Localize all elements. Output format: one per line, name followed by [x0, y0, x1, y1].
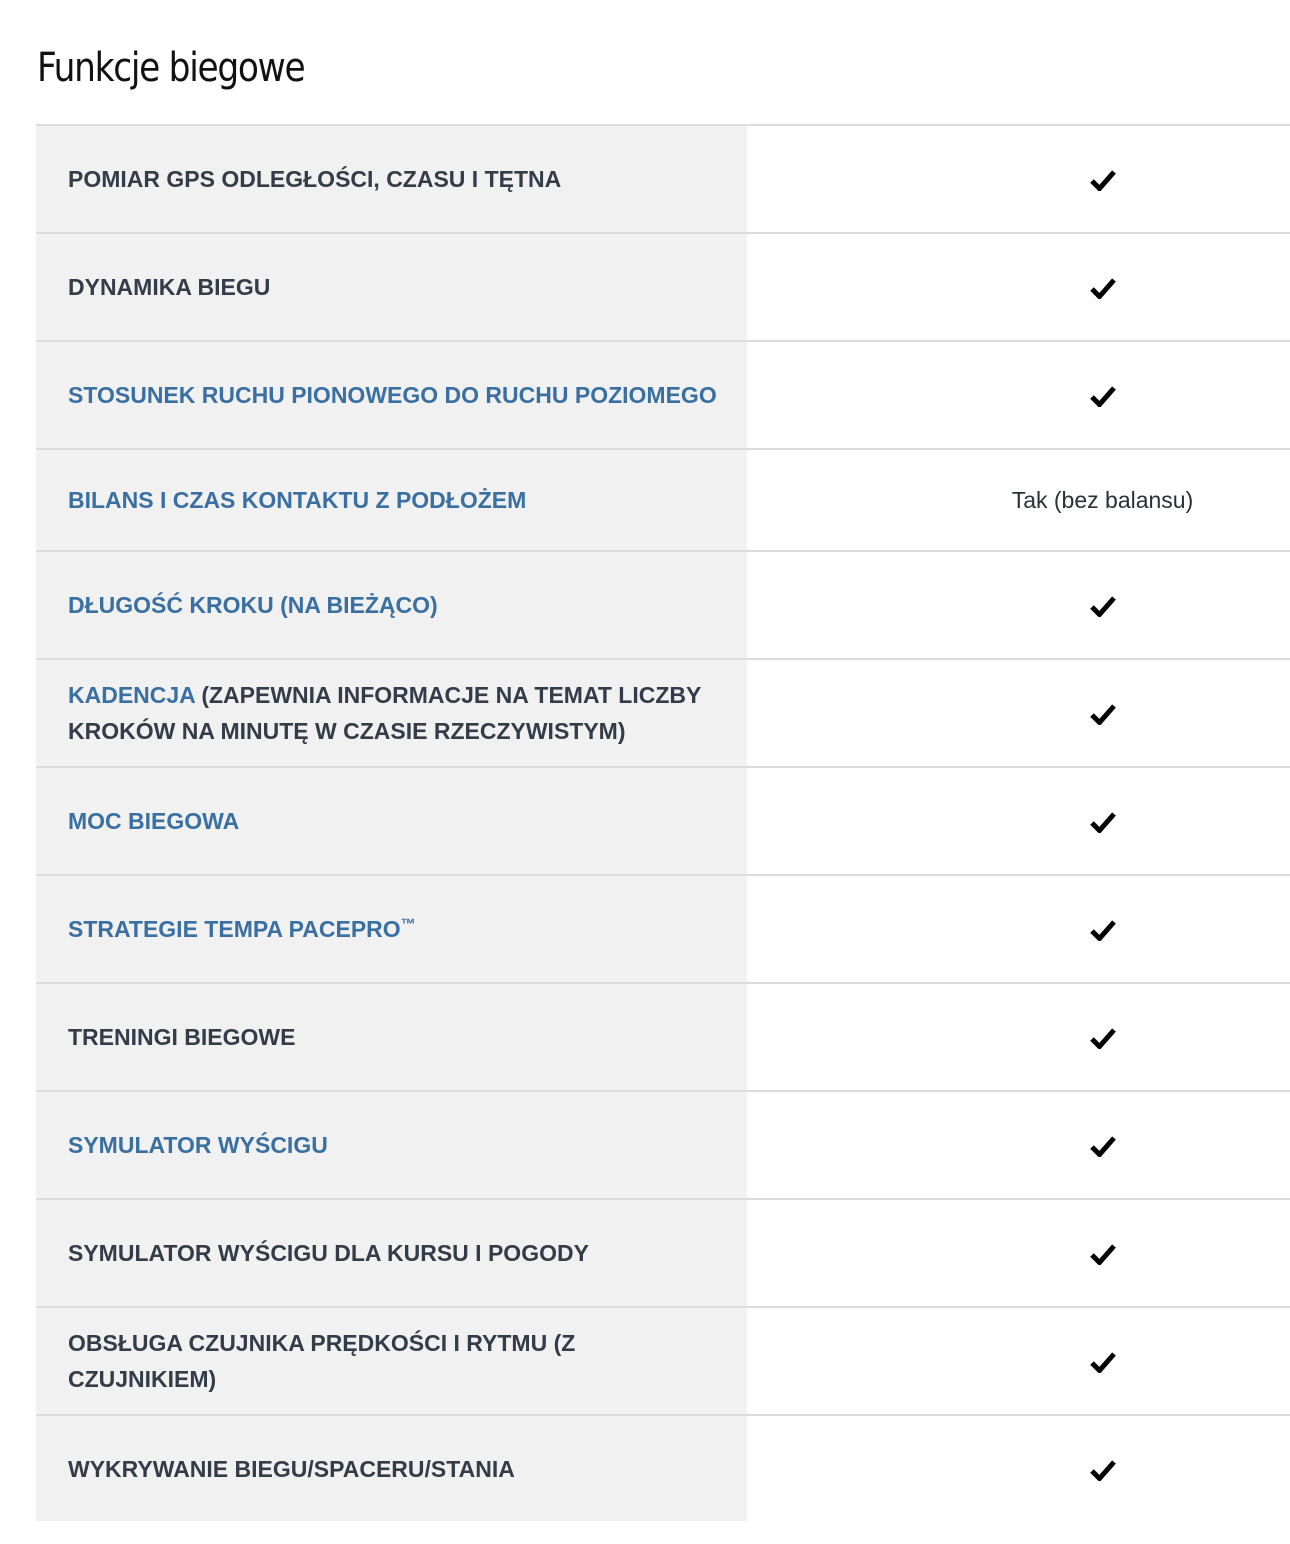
check-icon: [1090, 277, 1116, 299]
feature-link[interactable]: DŁUGOŚĆ KROKU (NA BIEŻĄCO): [68, 592, 438, 618]
feature-value: [747, 659, 1290, 767]
feature-label: [36, 341, 747, 449]
feature-label-text: WYKRYWANIE BIEGU/SPACERU/STANIA: [68, 1455, 515, 1482]
trademark-mark: ™: [400, 916, 416, 933]
feature-label-text: DYNAMIKA BIEGU: [68, 274, 271, 300]
feature-link[interactable]: SYMULATOR WYŚCIGU: [68, 1132, 328, 1158]
feature-link[interactable]: [68, 916, 416, 942]
table-row: [36, 1199, 1290, 1307]
table-row: [36, 551, 1290, 659]
table-row: [36, 449, 1290, 551]
feature-value: [747, 1307, 1290, 1415]
check-icon: [1090, 385, 1116, 407]
feature-link[interactable]: MOC BIEGOWA: [68, 808, 240, 834]
feature-value: [747, 1199, 1290, 1307]
check-icon: [1090, 1459, 1116, 1481]
check-icon: [1090, 1135, 1116, 1157]
feature-label: [36, 983, 747, 1091]
feature-value-text: Tak (bez balansu): [747, 449, 1290, 551]
check-icon: [1090, 811, 1116, 833]
table-row: [36, 983, 1290, 1091]
feature-value: [747, 1415, 1290, 1521]
check-icon: [1090, 919, 1116, 941]
table-row: [36, 233, 1290, 341]
feature-label: [36, 1415, 747, 1521]
feature-link[interactable]: KADENCJA: [68, 682, 195, 708]
feature-label: [36, 449, 747, 551]
check-icon: [1090, 1027, 1116, 1049]
table-row: [36, 1091, 1290, 1199]
table-row: [36, 659, 1290, 767]
feature-value: [747, 341, 1290, 449]
feature-label: [36, 1307, 747, 1415]
feature-label: [36, 233, 747, 341]
feature-value: [747, 983, 1290, 1091]
feature-value: [747, 1091, 1290, 1199]
check-icon: [1090, 1351, 1116, 1373]
feature-link[interactable]: STOSUNEK RUCHU PIONOWEGO DO RUCHU POZIOMEGO: [68, 382, 717, 408]
feature-label-text: OBSŁUGA CZUJNIKA PRĘDKOŚCI I RYTMU (Z CZUJNIKIEM): [68, 1330, 576, 1392]
check-icon: [1090, 703, 1116, 725]
feature-value: [747, 551, 1290, 659]
feature-label: [36, 1199, 747, 1307]
table-row: [36, 1415, 1290, 1521]
feature-label-text: (ZAPEWNIA INFORMACJE NA TEMAT LICZBY KROKÓW NA MINUTĘ W CZASIE RZECZYWISTYM): [68, 682, 701, 744]
feature-value: [747, 767, 1290, 875]
check-icon: [1090, 595, 1116, 617]
table-row: [36, 125, 1290, 233]
feature-label: [36, 767, 747, 875]
feature-link[interactable]: BILANS I CZAS KONTAKTU Z PODŁOŻEM: [68, 487, 527, 513]
running-features-table: [36, 124, 1290, 1521]
table-row: [36, 341, 1290, 449]
feature-label: [36, 1091, 747, 1199]
feature-value: [747, 875, 1290, 983]
check-icon: [1090, 169, 1116, 191]
page-title: Funkcje biegowe: [37, 45, 305, 91]
feature-label: [36, 551, 747, 659]
feature-value: [747, 125, 1290, 233]
feature-label-text: TRENINGI BIEGOWE: [68, 1024, 296, 1050]
check-icon: [1090, 1243, 1116, 1265]
table-row: [36, 1307, 1290, 1415]
feature-value: [747, 233, 1290, 341]
feature-label: [36, 875, 747, 983]
table-row: [36, 767, 1290, 875]
feature-label: [36, 125, 747, 233]
table-row: [36, 875, 1290, 983]
feature-link-text: STRATEGIE TEMPA PACEPRO: [68, 916, 401, 942]
feature-label-text: SYMULATOR WYŚCIGU DLA KURSU I POGODY: [68, 1240, 589, 1266]
feature-label-text: POMIAR GPS ODLEGŁOŚCI, CZASU I TĘTNA: [68, 166, 562, 192]
feature-label: [36, 659, 747, 767]
